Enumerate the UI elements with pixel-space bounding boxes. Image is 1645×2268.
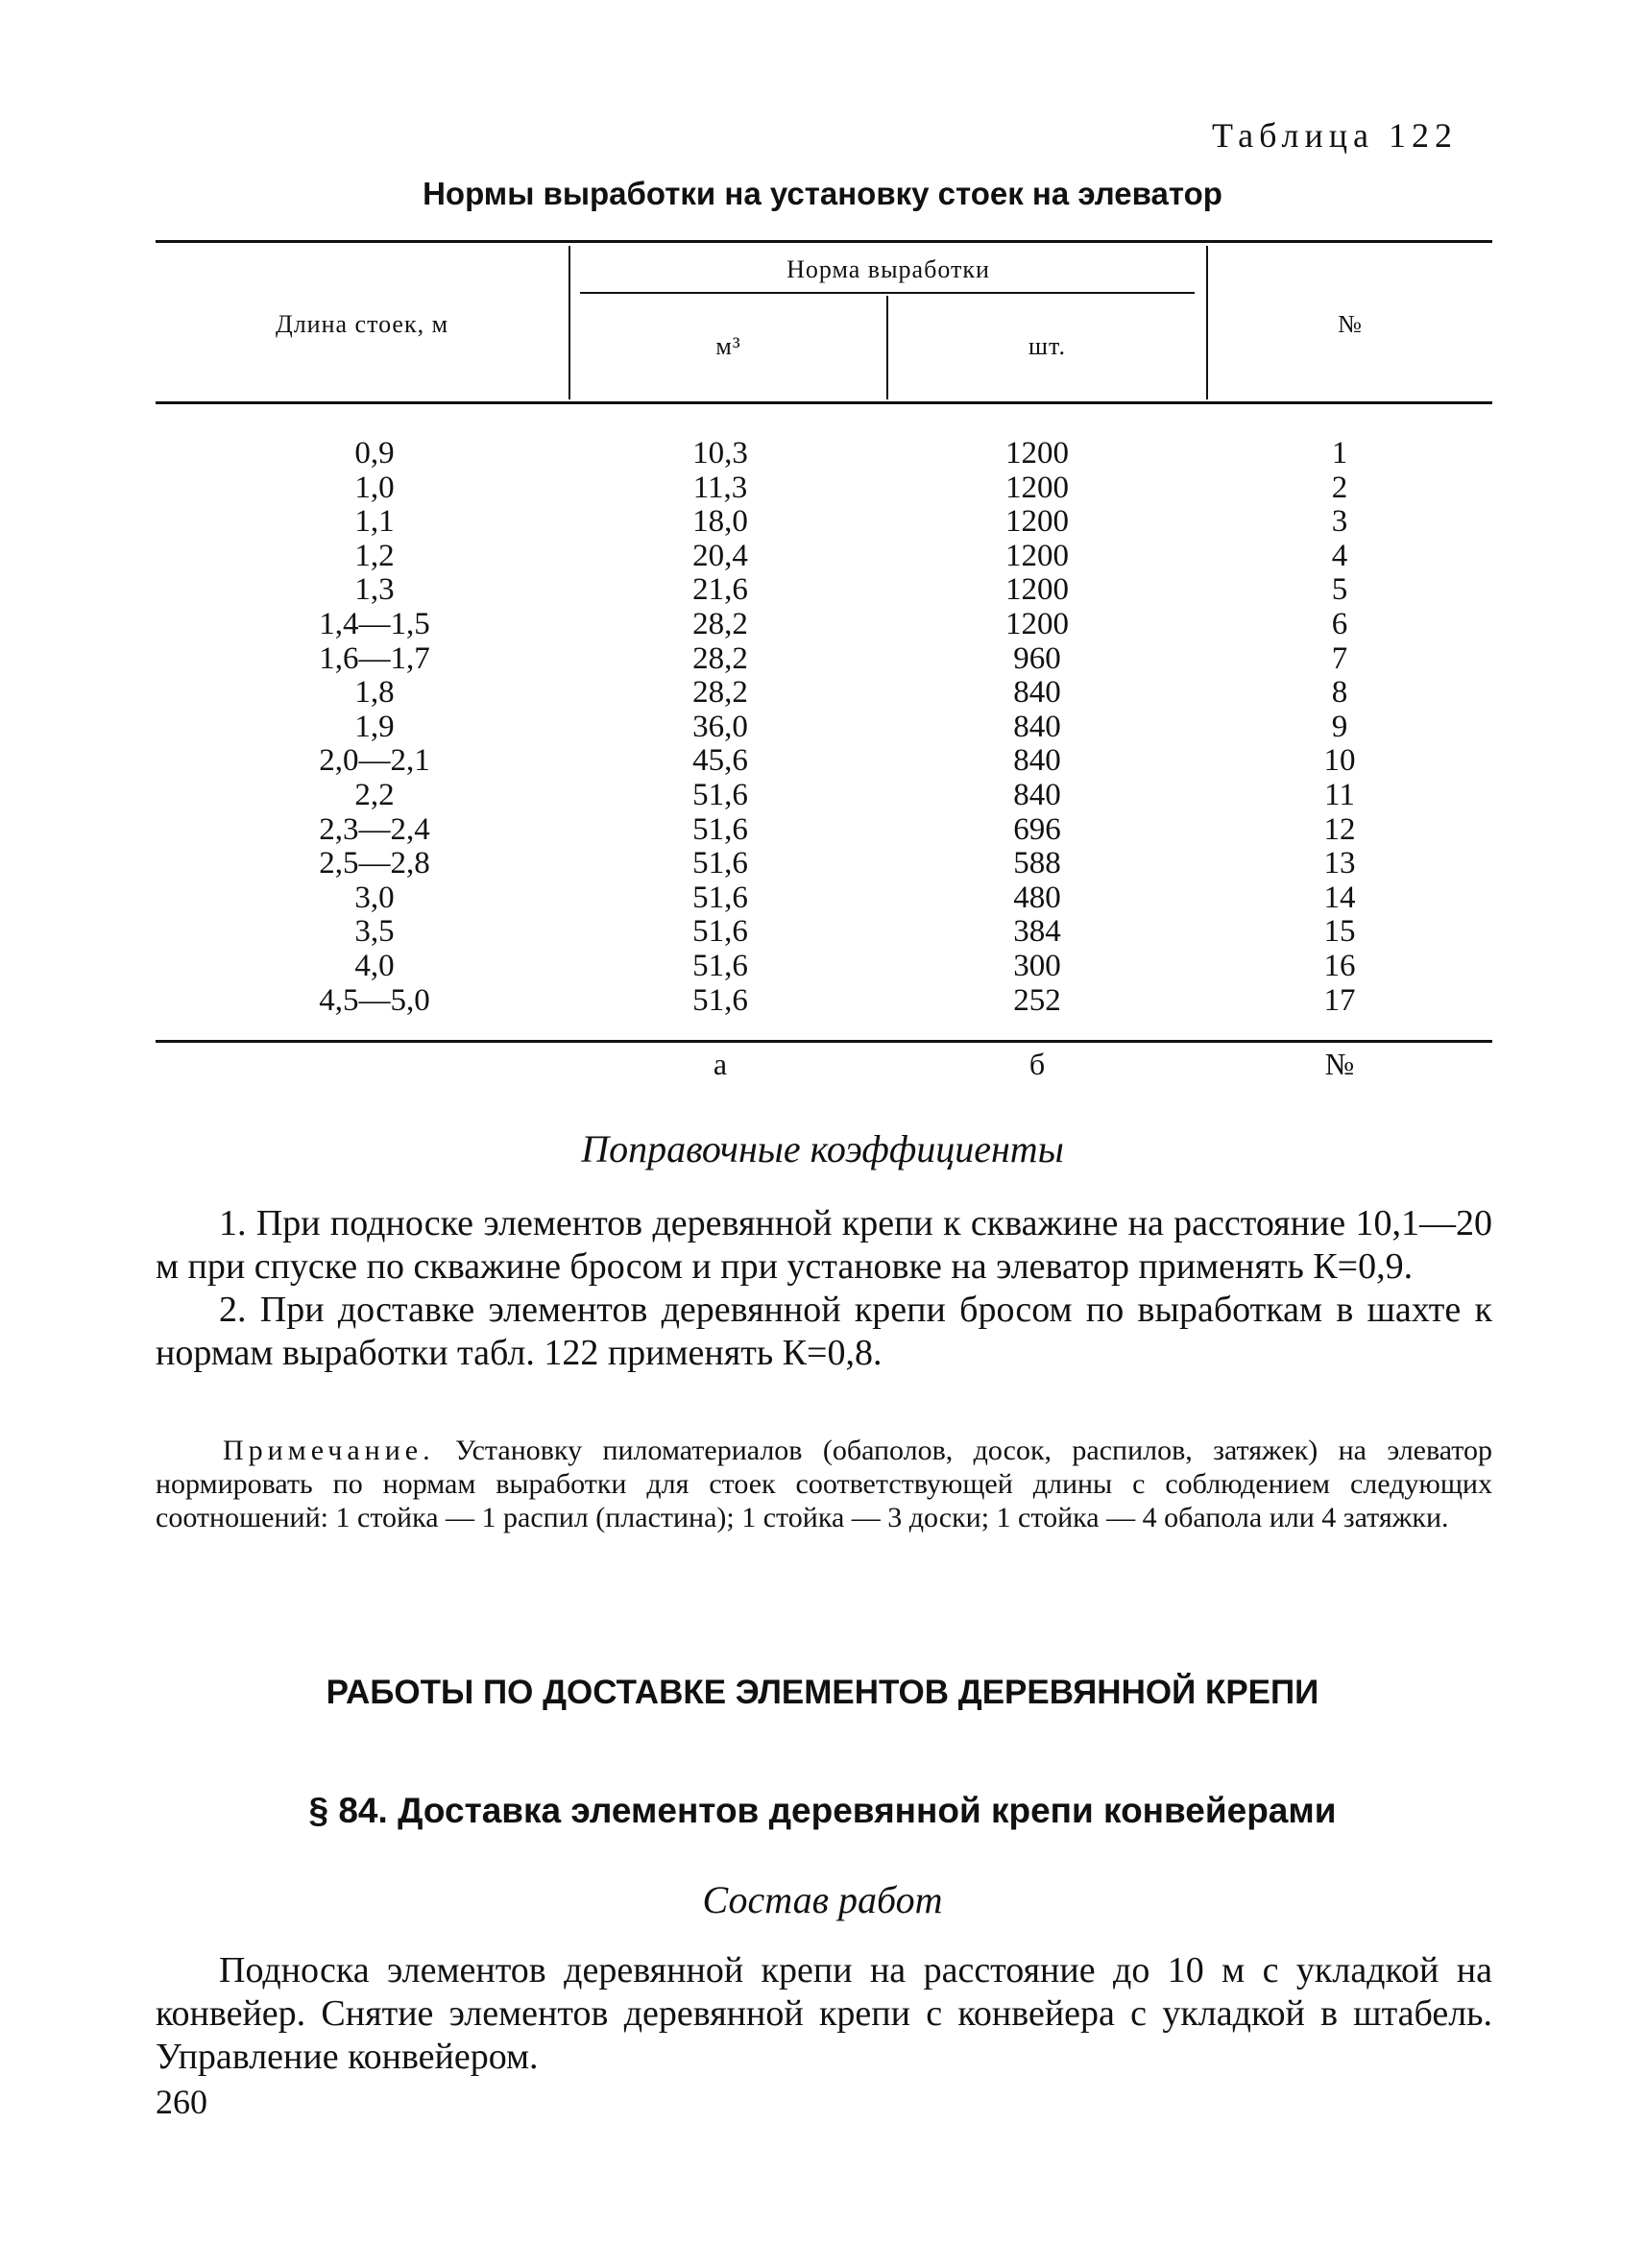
- coefficients-list: [156, 1202, 1492, 1375]
- note-paragraph: [156, 1434, 1492, 1534]
- table-cell: 1200: [1005, 606, 1069, 641]
- table-cell: 840: [1013, 777, 1061, 812]
- table-cell: 9: [1331, 709, 1348, 744]
- table-cell: 1200: [1005, 504, 1069, 540]
- table-cell: 1200: [1005, 470, 1069, 505]
- table-cell: 300: [1013, 948, 1061, 983]
- header-number: №: [1338, 310, 1363, 338]
- table-cell: 10: [1323, 743, 1356, 779]
- table-cell: 10,3: [692, 436, 748, 470]
- note-text: Установку пиломатериалов (обаполов, досок, распилов, затяжек) на элеватор нормировать по нормам выработки для стоек соответствующей длины с соблюдением следующих соотношений: 1 стойка — 1 распил (пластина); 1 стойка — 3 доски; 1 стойка — 4 обапола или 4 затяжки.: [156, 1435, 1492, 1533]
- table-cell: 1,0: [354, 470, 395, 505]
- table-cell: 2,0—2,1: [319, 743, 430, 779]
- table-cell: 1,2: [354, 538, 395, 573]
- table-cell: 840: [1013, 709, 1061, 744]
- column-length: [278, 437, 471, 1018]
- table-cell: 960: [1013, 640, 1061, 676]
- table-label: Таблица 122: [1212, 116, 1458, 155]
- table-cell: 3,0: [354, 880, 395, 915]
- table-cell: 1,6—1,7: [319, 640, 430, 676]
- table-cell: 20,4: [692, 538, 748, 573]
- table-cell: 12: [1323, 811, 1356, 847]
- table-cell: 588: [1013, 846, 1061, 881]
- table-cell: 11: [1324, 777, 1355, 812]
- table-cell: 16: [1323, 948, 1356, 983]
- table-cell: 1,1: [354, 504, 395, 540]
- table-cell: 3: [1331, 504, 1348, 540]
- coefficients-heading: Поправочные коэффициенты: [581, 1127, 1064, 1170]
- note-lead: Примечание.: [223, 1435, 435, 1466]
- coefficient-item-2: 2. При доставке элементов деревянной крепи бросом по выработкам в шахте к нормам выработки табл. 122 применять К=0,8.: [156, 1290, 1492, 1373]
- table-cell: 11,3: [692, 470, 748, 505]
- note: [156, 1434, 1492, 1534]
- table-cell: 51,6: [692, 982, 748, 1018]
- table-cell: 696: [1013, 811, 1061, 847]
- table-cell: 1: [1331, 436, 1348, 470]
- table-cell: 7: [1331, 640, 1348, 676]
- header-norm-group: Норма выработки: [786, 255, 990, 283]
- work-composition-heading: Состав работ: [702, 1878, 943, 1921]
- table-cell: 51,6: [692, 777, 748, 812]
- table-cell: 1200: [1005, 436, 1069, 470]
- column-m3: [663, 437, 778, 1018]
- table-cell: 51,6: [692, 811, 748, 847]
- table-title: Нормы выработки на установку стоек на элеватор: [423, 176, 1222, 211]
- table-cell: 28,2: [692, 675, 748, 711]
- table-cell: 51,6: [692, 948, 748, 983]
- table-cell: 5: [1331, 572, 1348, 608]
- column-pcs: [975, 437, 1100, 1018]
- table-bottom-rule: [156, 1040, 1492, 1043]
- footer-a: а: [713, 1047, 728, 1081]
- footer-b: б: [1028, 1047, 1046, 1081]
- footer-number: №: [1324, 1047, 1355, 1081]
- work-composition-text: [156, 1949, 1492, 2079]
- table-cell: 1,9: [354, 709, 395, 744]
- table-cell: 15: [1323, 914, 1356, 950]
- table-cell: 480: [1013, 880, 1061, 915]
- table-cell: 36,0: [692, 709, 748, 744]
- table-cell: 2,2: [354, 777, 395, 812]
- table-cell: 2,5—2,8: [319, 846, 430, 881]
- table-cell: 2,3—2,4: [319, 811, 430, 847]
- table-cell: 21,6: [692, 572, 748, 608]
- table-cell: 13: [1323, 846, 1356, 881]
- table-cell: 3,5: [354, 914, 395, 950]
- work-composition-paragraph: Подноска элементов деревянной крепи на расстояние до 10 м с укладкой на конвейер. Снятие элементов деревянной крепи с конвейера с укладкой в штабель. Управление конвейером.: [156, 1950, 1492, 2077]
- table-cell: 1200: [1005, 538, 1069, 573]
- table-cell: 51,6: [692, 846, 748, 881]
- coefficient-item-1: 1. При подноске элементов деревянной крепи к скважине на расстояние 10,1—20 м при спуске по скважине бросом и при установке на элеватор применять К=0,9.: [156, 1203, 1492, 1287]
- header-pcs: шт.: [1028, 332, 1066, 360]
- section-title: РАБОТЫ ПО ДОСТАВКЕ ЭЛЕМЕНТОВ ДЕРЕВЯННОЙ КРЕПИ: [326, 1674, 1319, 1711]
- table-cell: 1,4—1,5: [319, 606, 430, 641]
- table-cell: 51,6: [692, 880, 748, 915]
- table-cell: 14: [1323, 880, 1356, 915]
- table-cell: 6: [1331, 606, 1348, 641]
- table-cell: 1,8: [354, 675, 395, 711]
- table-cell: 4: [1331, 538, 1348, 573]
- table-cell: 1200: [1005, 572, 1069, 608]
- paragraph-heading: § 84. Доставка элементов деревянной крепи конвейерами: [308, 1791, 1337, 1830]
- table-cell: 252: [1013, 982, 1061, 1018]
- table-cell: 384: [1013, 914, 1061, 950]
- table-cell: 18,0: [692, 504, 748, 540]
- column-number: [1296, 437, 1383, 1018]
- table-cell: 1,3: [354, 572, 395, 608]
- table-cell: 28,2: [692, 640, 748, 676]
- table-cell: 2: [1331, 470, 1348, 505]
- table-header-bottom-rule: [156, 401, 1492, 404]
- table-cell: 840: [1013, 675, 1061, 711]
- table-cell: 28,2: [692, 606, 748, 641]
- header-length: Длина стоек, м: [275, 310, 449, 338]
- table-cell: 0,9: [354, 436, 395, 470]
- table-cell: 4,5—5,0: [319, 982, 430, 1018]
- table-cell: 51,6: [692, 914, 748, 950]
- table-cell: 4,0: [354, 948, 395, 983]
- table-cell: 840: [1013, 743, 1061, 779]
- table-cell: 8: [1331, 675, 1348, 711]
- table-top-rule: [156, 240, 1492, 243]
- table-cell: 45,6: [692, 743, 748, 779]
- header-m3: м³: [715, 332, 741, 360]
- table-cell: 17: [1323, 982, 1356, 1018]
- page-number: 260: [156, 2083, 207, 2121]
- norm-group-underline: [580, 292, 1195, 294]
